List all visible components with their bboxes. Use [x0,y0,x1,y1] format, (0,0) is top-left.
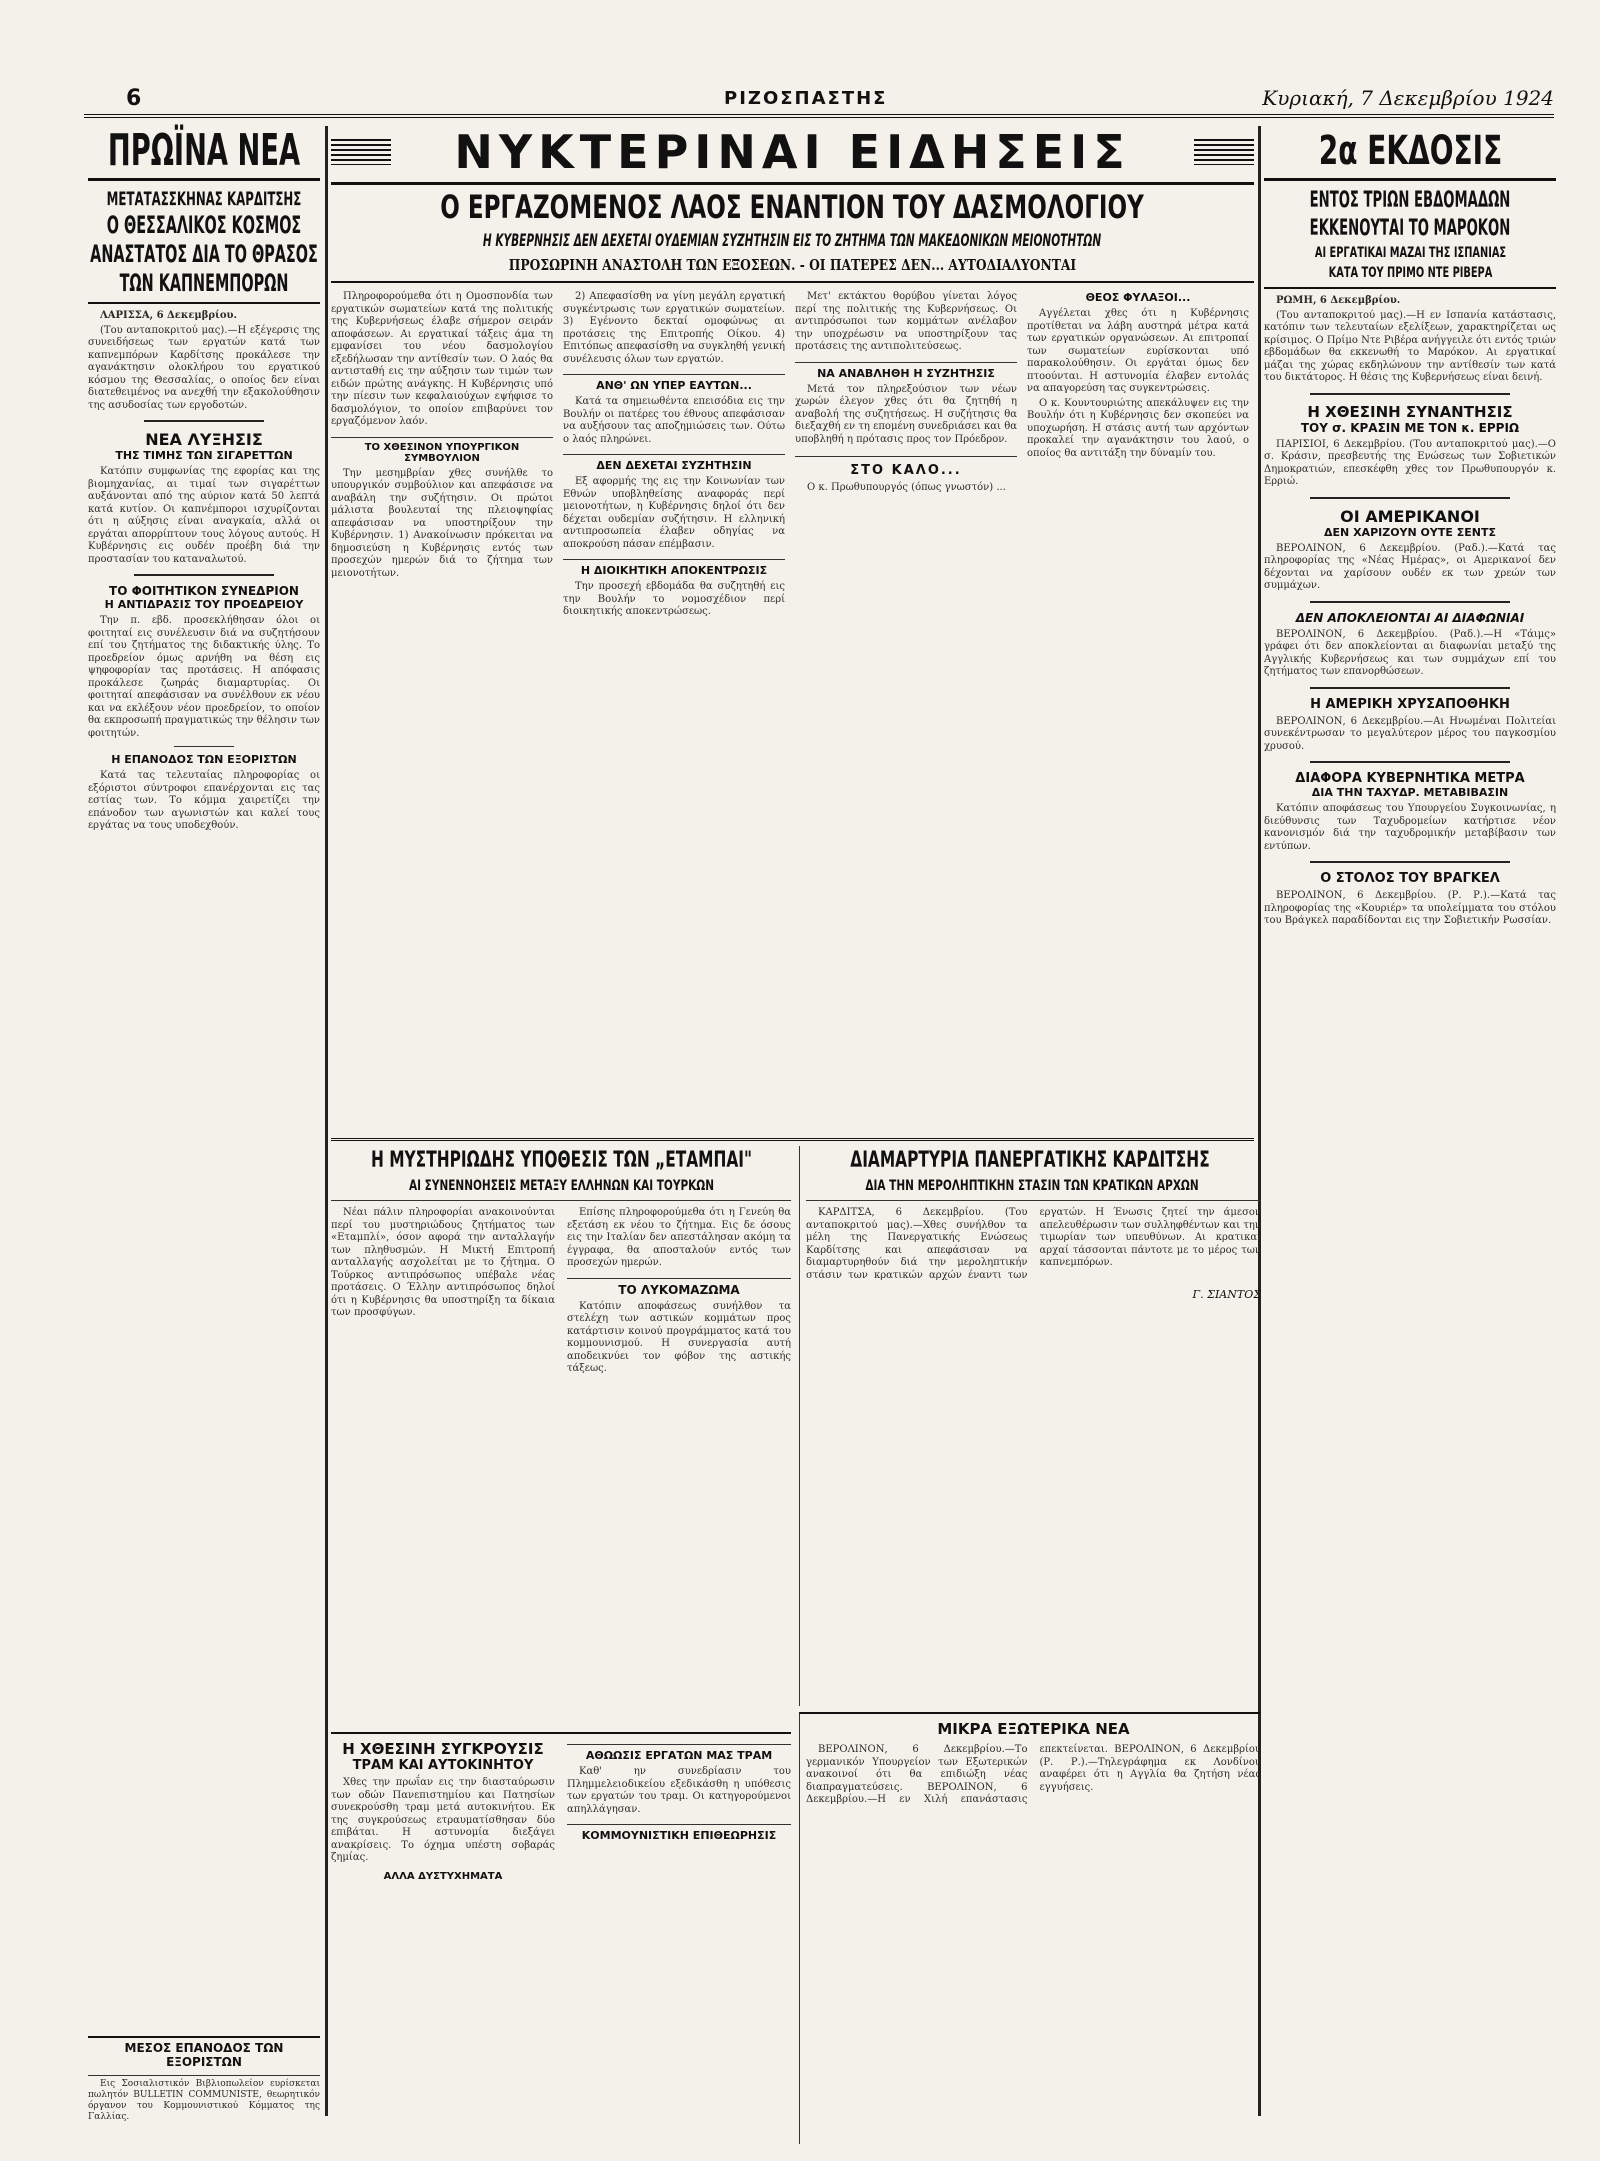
article-body: Την προσεχή εβδομάδα θα συζητηθή εις την Βουλήν το νομοσχέδιον περί διοικητικής αποκεντρώσεως. [563,581,785,617]
story-tram-collision [331,1732,791,2144]
sub-sub-headline: ΠΡΟΣΩΡΙΝΗ ΑΝΑΣΤΟΛΗ ΤΩΝ ΕΞΟΣΕΩΝ. - ΟΙ ΠΑΤΕΡΕΣ ΔΕΝ... ΑΥΤΟΔΙΑΛΥΟΝΤΑΙ [508,256,1077,274]
article-headline: ΘΕΟΣ ΦΥΛΑΞΟΙ... [1085,291,1191,304]
page-number: 6 [126,86,142,111]
article-body: Κατά τα σημειωθέντα επεισόδια εις την Βουλήν οι πατέρες του έθνους απεφάσισαν να αυξήσουν τας αποζημιώσεις των. Ούτω ο λαός πληρώνει. [563,396,785,445]
article-headline: Η ΑΜΕΡΙΚΗ ΧΡΥΣΑΠΟΘΗΚΗ [1310,696,1510,712]
article-headline: ΔΕΝ ΑΠΟΚΛΕΙΟΝΤΑΙ ΑΙ ΔΙΑΦΩΝΙΑΙ [1295,610,1525,625]
article-body: ΠΑΡΙΣΙΟΙ, 6 Δεκεμβρίου. (Του ανταποκριτού μας).—Ο σ. Κράσιν, πρεσβευτής της Ενώσεως των Σοβιετικών Δημοκρατιών, επεσκέφθη χθες τον Πρωθυπουργόν κ. Ερριώ. [1264,438,1556,487]
article-body: ΒΕΡΟΛΙΝΟΝ, 6 Δεκεμβρίου. (Ραδ.).—Η «Τάιμς» γράφει ότι δεν αποκλείονται αι διαφωνίαι μεταξύ της Αγγλικής Κυβερνήσεως και των συμμάχων επί του ζητήματος των επανορθώσεων. [1264,628,1556,677]
article-body: Εξ αφορμής της εις την Κοινωνίαν των Εθνών υποβληθείσης αναφοράς περί μειονοτήτων, η Κυβέρνησις δηλοί ότι δεν δέχεται ουδεμίαν συζήτησιν. Η ελληνική αντιπροσωπεία έλαβεν οδηγίας να αποκρούση πάσαν επέμβασιν. [563,476,785,550]
article-headline: Ο ΣΤΟΛΟΣ ΤΟΥ ΒΡΑΓΚΕΛ [1320,871,1500,886]
night-news-columns [331,291,1254,621]
article-headline: ΝΑ ΑΝΑΒΛΗΘΗ Η ΣΥΖΗΤΗΣΙΣ [795,362,1017,380]
article-headline: Η ΜΥΣΤΗΡΙΩΔΗΣ ΥΠΟΘΕΣΙΣ ΤΩΝ „ΕΤΑΜΠΑΙ" [370,1148,753,1173]
article-body: Νέαι πάλιν πληροφορίαι ανακοινούνται περί του μυστηριώδους ζητήματος των «Εταμπλί», όσον αφορά την ανταλλαγήν των πληθυσμών. Η Μικτή Επιτροπή ανταλλαγής ασχολείται με το ζήτημα. Ο Τούρκος αντιπρόσωπος υπέβαλε νέας προτάσεις. Ο Έλλην αντιπρόσωπος δηλοί ότι η Κυβέρνησις θα υποστηρίξη τα δίκαια των προσφύγων. [331,1207,555,1318]
lead-headline-line-2: ΑΝΑΣΤΑΤΟΣ ΔΙΑ ΤΟ ΘΡΑΣΟΣ [90,240,318,268]
divider [1310,601,1510,603]
left-column [88,124,320,2134]
article-headline: Η ΧΘΕΣΙΝΗ ΣΥΓΚΡΟΥΣΙΣ [342,1740,544,1758]
column-divider [325,126,328,2116]
article-body: ΒΕΡΟΛΙΝΟΝ, 6 Δεκεμβρίου.—Αι Ηνωμέναι Πολιτείαι συνεκέντρωσαν το μεγαλύτερον μέρος του παγκοσμίου χρυσού. [1264,715,1556,752]
article-headline: Η ΕΠΑΝΟΔΟΣ ΤΩΝ ΕΞΟΡΙΣΤΩΝ [111,753,297,766]
issue-date: Κυριακή, 7 Δεκεμβρίου 1924 [1262,86,1554,110]
article-subheadline: Η ΑΝΤΙΔΡΑΣΙΣ ΤΟΥ ΠΡΟΕΔΡΕΙΟΥ [104,598,304,611]
divider [1310,393,1510,395]
banner-ornament [1194,139,1254,165]
lead-headline-line-1: Ο ΘΕΣΣΑΛΙΚΟΣ ΚΟΣΜΟΣ [106,211,302,239]
divider [144,420,264,422]
divider [1310,861,1510,863]
section-banner-morning-news: ΠΡΩΪΝΑ ΝΕΑ [107,125,301,176]
divider [174,746,234,747]
article-signature: Γ. ΣΙΑΝΤΟΣ [1192,1288,1261,1301]
article-headline: Η ΧΘΕΣΙΝΗ ΣΥΝΑΝΤΗΣΙΣ [1307,402,1513,421]
footnote: Εις Σοσιαλιστικόν Βιβλιοπωλείον ευρίσκεται πωλητόν BULLETIN COMMUNISTE, θεωρητικόν όργανον του Κομμουνιστικού Κόμματος της Γαλλίας. [88,2079,320,2122]
article-headline: ΑΛΛΑ ΔΥΣΤΥΧΗΜΑΤΑ [383,1870,503,1882]
article-body: Χθες την πρωΐαν εις την διασταύρωσιν των οδών Πανεπιστημίου και Πατησίων συνεκρούσθη τραμ μετά αυτοκινήτου. Εκ της συγκρούσεως ετραυματίσθησαν δύο επιβάται. Η αστυνομία διεξάγει ανακρίσεις. Το όχημα υπέστη σοβαράς ζημίας. [331,1777,555,1863]
lead-kicker: ΜΕΤΑΤΑΣΣΚΗΝΑΣ ΚΑΡΔΙΤΣΗΣ [106,188,302,210]
lead-article-body: (Του ανταποκριτού μας).—Η εν Ισπανία κατάστασις, κατόπιν των τελευταίων εξελίξεων, χαρακτηρίζεται ως κρίσιμος. Ο Πρίμο Ντε Ριβέρα ανήγγειλε ότι εντός τριών εβδομάδων θα εκκενωθή το Μαρόκον. Αι εργατικαί μάζαι της χώρας εκδηλώνουν την αντίθεσίν των κατά του δικτάτορος. Η θέσις της Κυβερνήσεως είναι δεινή. [1264,309,1556,383]
text-column-2 [563,291,785,621]
article-body: ΒΕΡΟΛΙΝΟΝ, 6 Δεκεμβρίου.—Το γερμανικόν Υπουργείον των Εξωτερικών ανακοινοί ότι θα επιδιώξη νέας διαπραγματεύσεις. ΒΕΡΟΛΙΝΟΝ, 6 Δεκεμβρίου.—Η εν Χιλή επανάστασις επεκτείνεται. ΒΕΡΟΛΙΝΟΝ, 6 Δεκεμβρίου (Ρ. Ρ.).—Τηλεγράφημα εκ Λονδίνου αναφέρει ότι η Αγγλία θα ζητήση νέας εγγυήσεις. [806,1744,1261,1805]
article-headline: ΑΝΘ' ΩΝ ΥΠΕΡ ΕΑΥΤΩΝ... [563,374,785,392]
article-body: Αγγέλεται χθες ότι η Κυβέρνησις προτίθεται να λάβη αυστηρά μέτρα κατά των εργατικών οργανώσεων. Αι επιτροπαί των σωματείων ευρίσκονται υπό παρακολούθησιν. Οι εργάται όμως δεν πτοούνται. Η αστυνομία έλαβεν εντολάς να απαγορεύση τας συγκεντρώσεις. [1027,308,1249,394]
article-body: Ο κ. Πρωθυπουργός (όπως γνωστόν) ... [807,482,1006,493]
article-body: Κατόπιν συμφωνίας της εφορίας και της βιομηχανίας, αι τιμαί των σιγαρέττων αυξάνονται από της αύριον κατά 50 λεπτά κατά κυτίον. Οι καπνέμποροι ισχυρίζονται ότι η αύξησις είναι αναγκαία, αλλά οι εργάται απορρίπτουν τους λόγους αυτούς. Η Κυβέρνησις εις ουδέν προέβη διά την προστασίαν του καταναλωτού. [88,466,320,565]
article-body: Κατόπιν αποφάσεως του Υπουργείου Συγκοινωνίας, η διεύθυνσις των Ταχυδρομείων κατήρτισε νέον κανονισμόν διά την ταχυδρομικήν μεταβίβασιν των εντύπων. [1264,803,1556,852]
text-column-3 [795,291,1017,621]
lead-dateline: ΛΑΡΙΣΣΑ, 6 Δεκεμβρίου. [100,310,237,321]
story-etampai [331,1146,791,1726]
article-body: Μετά τον πληρεξούσιον των νέων χωρών έλεγον χθες ότι θα ζητηθή η αναβολή της συζητήσεως. Η συζήτησις θα διεξαχθή εν τη επομένη συνεδριάσει και θα υποβληθή η πρότασις προς τον Πρόεδρον. [795,383,1017,445]
article-body: ΒΕΡΟΛΙΝΟΝ, 6 Δεκεμβρίου. (Ραδ.).—Κατά τας πληροφορίας της «Νέας Ημέρας», οι Αμερικανοί δεν δέχονται να χαρίσουν ουδέν εκ των χρεών των συμμάχων. [1264,542,1556,591]
lead-subheadline-line-2: ΚΑΤΑ ΤΟΥ ΠΡΙΜΟ ΝΤΕ ΡΙΒΕΡΑ [1328,265,1493,281]
divider [134,574,274,576]
story-foreign-news [799,1712,1261,2144]
story-karditsa-protest [799,1146,1261,1706]
footer-headline: ΜΕΣΟΣ ΕΠΑΝΟΔΟΣ ΤΩΝ ΕΞΟΡΙΣΤΩΝ [88,2036,320,2069]
text-column-4 [1027,291,1249,621]
article-headline: ΤΟ ΦΟΙΤΗΤΙΚΟΝ ΣΥΝΕΔΡΙΟΝ [109,584,299,598]
article-headline: ΜΙΚΡΑ ΕΞΩΤΕΡΙΚΑ ΝΕΑ [937,1720,1130,1738]
paper-name: ΡΙΖΟΣΠΑΣΤΗΣ [724,88,888,109]
lead-dateline: ΡΩΜΗ, 6 Δεκεμβρίου. [1276,295,1401,306]
masthead [84,86,1554,118]
article-headline: ΚΟΜΜΟΥΝΙΣΤΙΚΗ ΕΠΙΘΕΩΡΗΣΙΣ [567,1824,791,1842]
article-headline: Η ΔΙΟΙΚΗΤΙΚΗ ΑΠΟΚΕΝΤΡΩΣΙΣ [563,559,785,577]
article-subheadline: ΔΙΑ ΤΗΝ ΜΕΡΟΛΗΠΤΙΚΗΝ ΣΤΑΣΙΝ ΤΩΝ ΚΡΑΤΙΚΩΝ ΑΡΧΩΝ [865,1178,1199,1194]
article-body: 2) Απεφασίσθη να γίνη μεγάλη εργατική συγκέντρωσις των εργατικών σωματείων. 3) Εγένοντο δεκταί ομοφώνως αι προτάσεις της Επιτροπής Οίκου. 4) Επιτόπως απεφασίσθη να συγκληθή γενική συνέλευσις όλων των εργατών. [563,291,785,365]
article-headline: ΤΟ ΛΥΚΟΜΑΖΩΜΑ [567,1278,791,1297]
section-banner-second-edition: 2α ΕΚΔΟΣΙΣ [1318,128,1503,174]
divider [1310,761,1510,763]
article-body: Ο κ. Κουντουριώτης απεκάλυψεν εις την Βουλήν ότι η Κυβέρνησις δεν σκοπεύει να υποχωρήση. Η στάσις αυτή των αρχόντων προκαλεί την αγανάκτησιν του λαού, ο οποίος θα αντιτάξη την δύναμίν του. [1027,397,1249,459]
divider [1310,687,1510,689]
left-footer [88,2036,320,2146]
center-top [331,124,1254,1134]
article-body: Κατόπιν αποφάσεως συνήλθον τα στελέχη των αστικών κομμάτων προς κατάρτισιν κοινού προγράμματος κατά του κομμουνισμού. Η συνεργασία αυτή αποδεικνύει τον φόβον της αστικής τάξεως. [567,1300,791,1374]
article-body: Την μεσημβρίαν χθες συνήλθε το υπουργικόν συμβούλιον και απεφάσισε να αναβάλη την συζήτησιν. Οι πρώτοι μάλιστα βουλευταί της πλειοψηφίας απεφάσισαν να υποστηρίξουν την Κυβέρνησιν. 1) Ανακοίνωσιν πρόκειται να δημοσιεύση η Κυβέρνησις εντός των προσεχών ημερών διά το ζήτημα των μειονοτήτων. [331,467,553,579]
lead-subheadline-line-1: ΑΙ ΕΡΓΑΤΙΚΑΙ ΜΑΖΑΙ ΤΗΣ ΙΣΠΑΝΙΑΣ [1314,245,1507,261]
lead-headline-line-2: ΕΚΚΕΝΟΥΤΑΙ ΤΟ ΜΑΡΟΚΟΝ [1309,216,1511,241]
article-headline: ΝΕΑ ΛΥΞΗΣΙΣ [145,430,263,449]
article-body: Επίσης πληροφορούμεθα ότι η Γενεύη θα εξετάση εκ νέου το ζήτημα. Εις δε όσους εις την Ιταλίαν δεν απεστάλησαν ακόμη τα έγγραφα, θα αποσταλούν εντός των προσεχών ημερών. [567,1207,791,1268]
text-column-1 [331,291,553,621]
banner-ornament [331,139,391,165]
article-subheadline: ΤΗΣ ΤΙΜΗΣ ΤΩΝ ΣΙΓΑΡΕΤΤΩΝ [115,449,293,462]
article-headline: ΑΘΩΩΣΙΣ ΕΡΓΑΤΩΝ ΜΑΣ ΤΡΑΜ [567,1744,791,1762]
article-subheadline: ΔΙΑ ΤΗΝ ΤΑΧΥΔΡ. ΜΕΤΑΒΙΒΑΣΙΝ [1311,786,1509,799]
article-subheadline: ΤΟΥ σ. ΚΡΑΣΙΝ ΜΕ ΤΟΝ κ. ΕΡΡΙΩ [1300,420,1520,435]
article-body: ΚΑΡΔΙΤΣΑ, 6 Δεκεμβρίου. (Του ανταποκριτού μας).—Χθες συνήλθον τα μέλη της Πανεργατικής Ενώσεως Καρδίτσης και απεφάσισαν να διαμαρτυρηθούν διά την μεροληπτικήν στάσιν των κρατικών αρχών έναντι των εργατών. Η Ένωσις ζητεί την άμεσον απελευθέρωσιν των συλληφθέντων και την τιμωρίαν των υπευθύνων. Αι κρατικαί αρχαί τάσσονται πάντοτε με το μέρος των καπνεμπόρων. [806,1207,1261,1281]
article-subheadline: ΑΙ ΣΥΝΕΝΝΟΗΣΕΙΣ ΜΕΤΑΞΥ ΕΛΛΗΝΩΝ ΚΑΙ ΤΟΥΡΚΩΝ [408,1178,715,1194]
section-divider [331,1138,1254,1141]
article-headline: ΔΙΑΜΑΡΤΥΡΙΑ ΠΑΝΕΡΓΑΤΙΚΗΣ ΚΑΡΔΙΤΣΗΣ [850,1148,1210,1173]
section-banner-night-news: ΝΥΚΤΕΡΙΝΑΙ ΕΙΔΗΣΕΙΣ [454,125,1131,179]
article-subheadline: ΤΡΑΜ ΚΑΙ ΑΥΤΟΚΙΝΗΤΟΥ [352,1758,534,1773]
sub-headline: Η ΚΥΒΕΡΝΗΣΙΣ ΔΕΝ ΔΕΧΕΤΑΙ ΟΥΔΕΜΙΑΝ ΣΥΖΗΤΗΣΙΝ ΕΙΣ ΤΟ ΖΗΤΗΜΑ ΤΩΝ ΜΑΚΕΔΟΝΙΚΩΝ ΜΕΙΟΝΟΤΗΤΩΝ [482,231,1102,251]
article-subheadline: ΔΕΝ ΧΑΡΙΖΟΥΝ ΟΥΤΕ ΣΕΝΤΣ [1324,525,1496,539]
article-body: Καθ' ην συνεδρίασιν του Πλημμελειοδικείου εξεδικάσθη η υπόθεσις των εργατών του τραμ. Οι κατηγορούμενοι απηλλάγησαν. [567,1766,791,1815]
article-headline: ΣΤΟ ΚΑΛΟ... [795,456,1017,478]
lead-headline-line-1: ΕΝΤΟΣ ΤΡΙΩΝ ΕΒΔΟΜΑΔΩΝ [1309,188,1511,213]
right-column [1264,124,1556,2134]
article-body: ΒΕΡΟΛΙΝΟΝ, 6 Δεκεμβρίου. (Ρ. Ρ.).—Κατά τας πληροφορίας της «Κουριέρ» τα υπολείμματα του στόλου του Βράγκελ παραδίδονται εις την Σοβιετικήν Ρωσσίαν. [1264,890,1556,926]
article-headline: ΔΙΑΦΟΡΑ ΚΥΒΕΡΝΗΤΙΚΑ ΜΕΤΡΑ [1295,771,1525,786]
lead-article-body: (Του ανταποκριτού μας).—Η εξέγερσις της συνειδήσεως των εργατών κατά των καπνεμπόρων Καρδίτσης προκάλεσε την αγανάκτησιν ολοκλήρου του εργατικού κόσμου της Θεσσαλίας, ο οποίος δεν είναι διατεθειμένος να ανεχθή την εξακολούθησιν της ασυδοσίας των εργοδοτών. [88,324,320,411]
article-headline: ΔΕΝ ΔΕΧΕΤΑΙ ΣΥΖΗΤΗΣΙΝ [563,454,785,472]
article-body: Μετ' εκτάκτου θορύβου γίνεται λόγος περί της πολιτικής της Κυβερνήσεως. Οι αντιπρόσωποι των κομμάτων ανέλαβον την υποχρέωσιν να υποστηρίξουν τας προτάσεις της αντιπολιτεύσεως. [795,291,1017,352]
article-body: Κατά τας τελευταίας πληροφορίας οι εξόριστοι σύντροφοι επανέρχονται εις τας εστίας των. Το κόμμα χαιρετίζει την επάνοδον των αγωνιστών και καλεί τους εργάτας να τους υποδεχθούν. [88,770,320,831]
divider [1310,497,1510,499]
article-headline: ΤΟ ΧΘΕΣΙΝΟΝ ΥΠΟΥΡΓΙΚΟΝ ΣΥΜΒΟΥΛΙΟΝ [331,437,553,464]
main-headline: Ο ΕΡΓΑΖΟΜΕΝΟΣ ΛΑΟΣ ΕΝΑΝΤΙΟΝ ΤΟΥ ΔΑΣΜΟΛΟΓΙΟΥ [440,188,1144,226]
article-body: Πληροφορούμεθα ότι η Ομοσπονδία των εργατικών σωματείων κατά της πολιτικής της Κυβερνήσεως έλαβε σήμερον σειράν αποφάσεων. Αι εργατικαί τάξεις άμα τη εμφανίσει του νέου δασμολογίου εξεδήλωσαν την αντίθεσίν των. Ο λαός θα αντισταθή εις την αύξησιν των τιμών των ειδών πρώτης ανάγκης. Η Κυβέρνησις υπό την πίεσιν των κεφαλαιούχων εψήφισε το δασμολόγιον, το οποίον επιβαρύνει τον εργαζόμενον λαόν. [331,291,553,427]
article-body: Την π. εβδ. προσεκλήθησαν όλοι οι φοιτηταί εις συνέλευσιν διά να συζητήσουν επί του ζητήματος της διδακτικής ύλης. Το προεδρείον όμως αρνήθη να θέση εις ψηφοφορίαν τας προτάσεις. Η απόφασις προκάλεσε ζωηράς διαμαρτυρίας. Οι φοιτηταί απεφάσισαν να συνέλθουν εκ νέου και να εκλέξουν νέον προεδρείον, το οποίον θα εκπροσωπή πραγματικώς την θέλησιν των φοιτητών. [88,615,320,739]
article-headline: ΟΙ ΑΜΕΡΙΚΑΝΟΙ [1340,506,1480,526]
lead-headline-line-3: ΤΩΝ ΚΑΠΝΕΜΠΟΡΩΝ [119,269,289,297]
